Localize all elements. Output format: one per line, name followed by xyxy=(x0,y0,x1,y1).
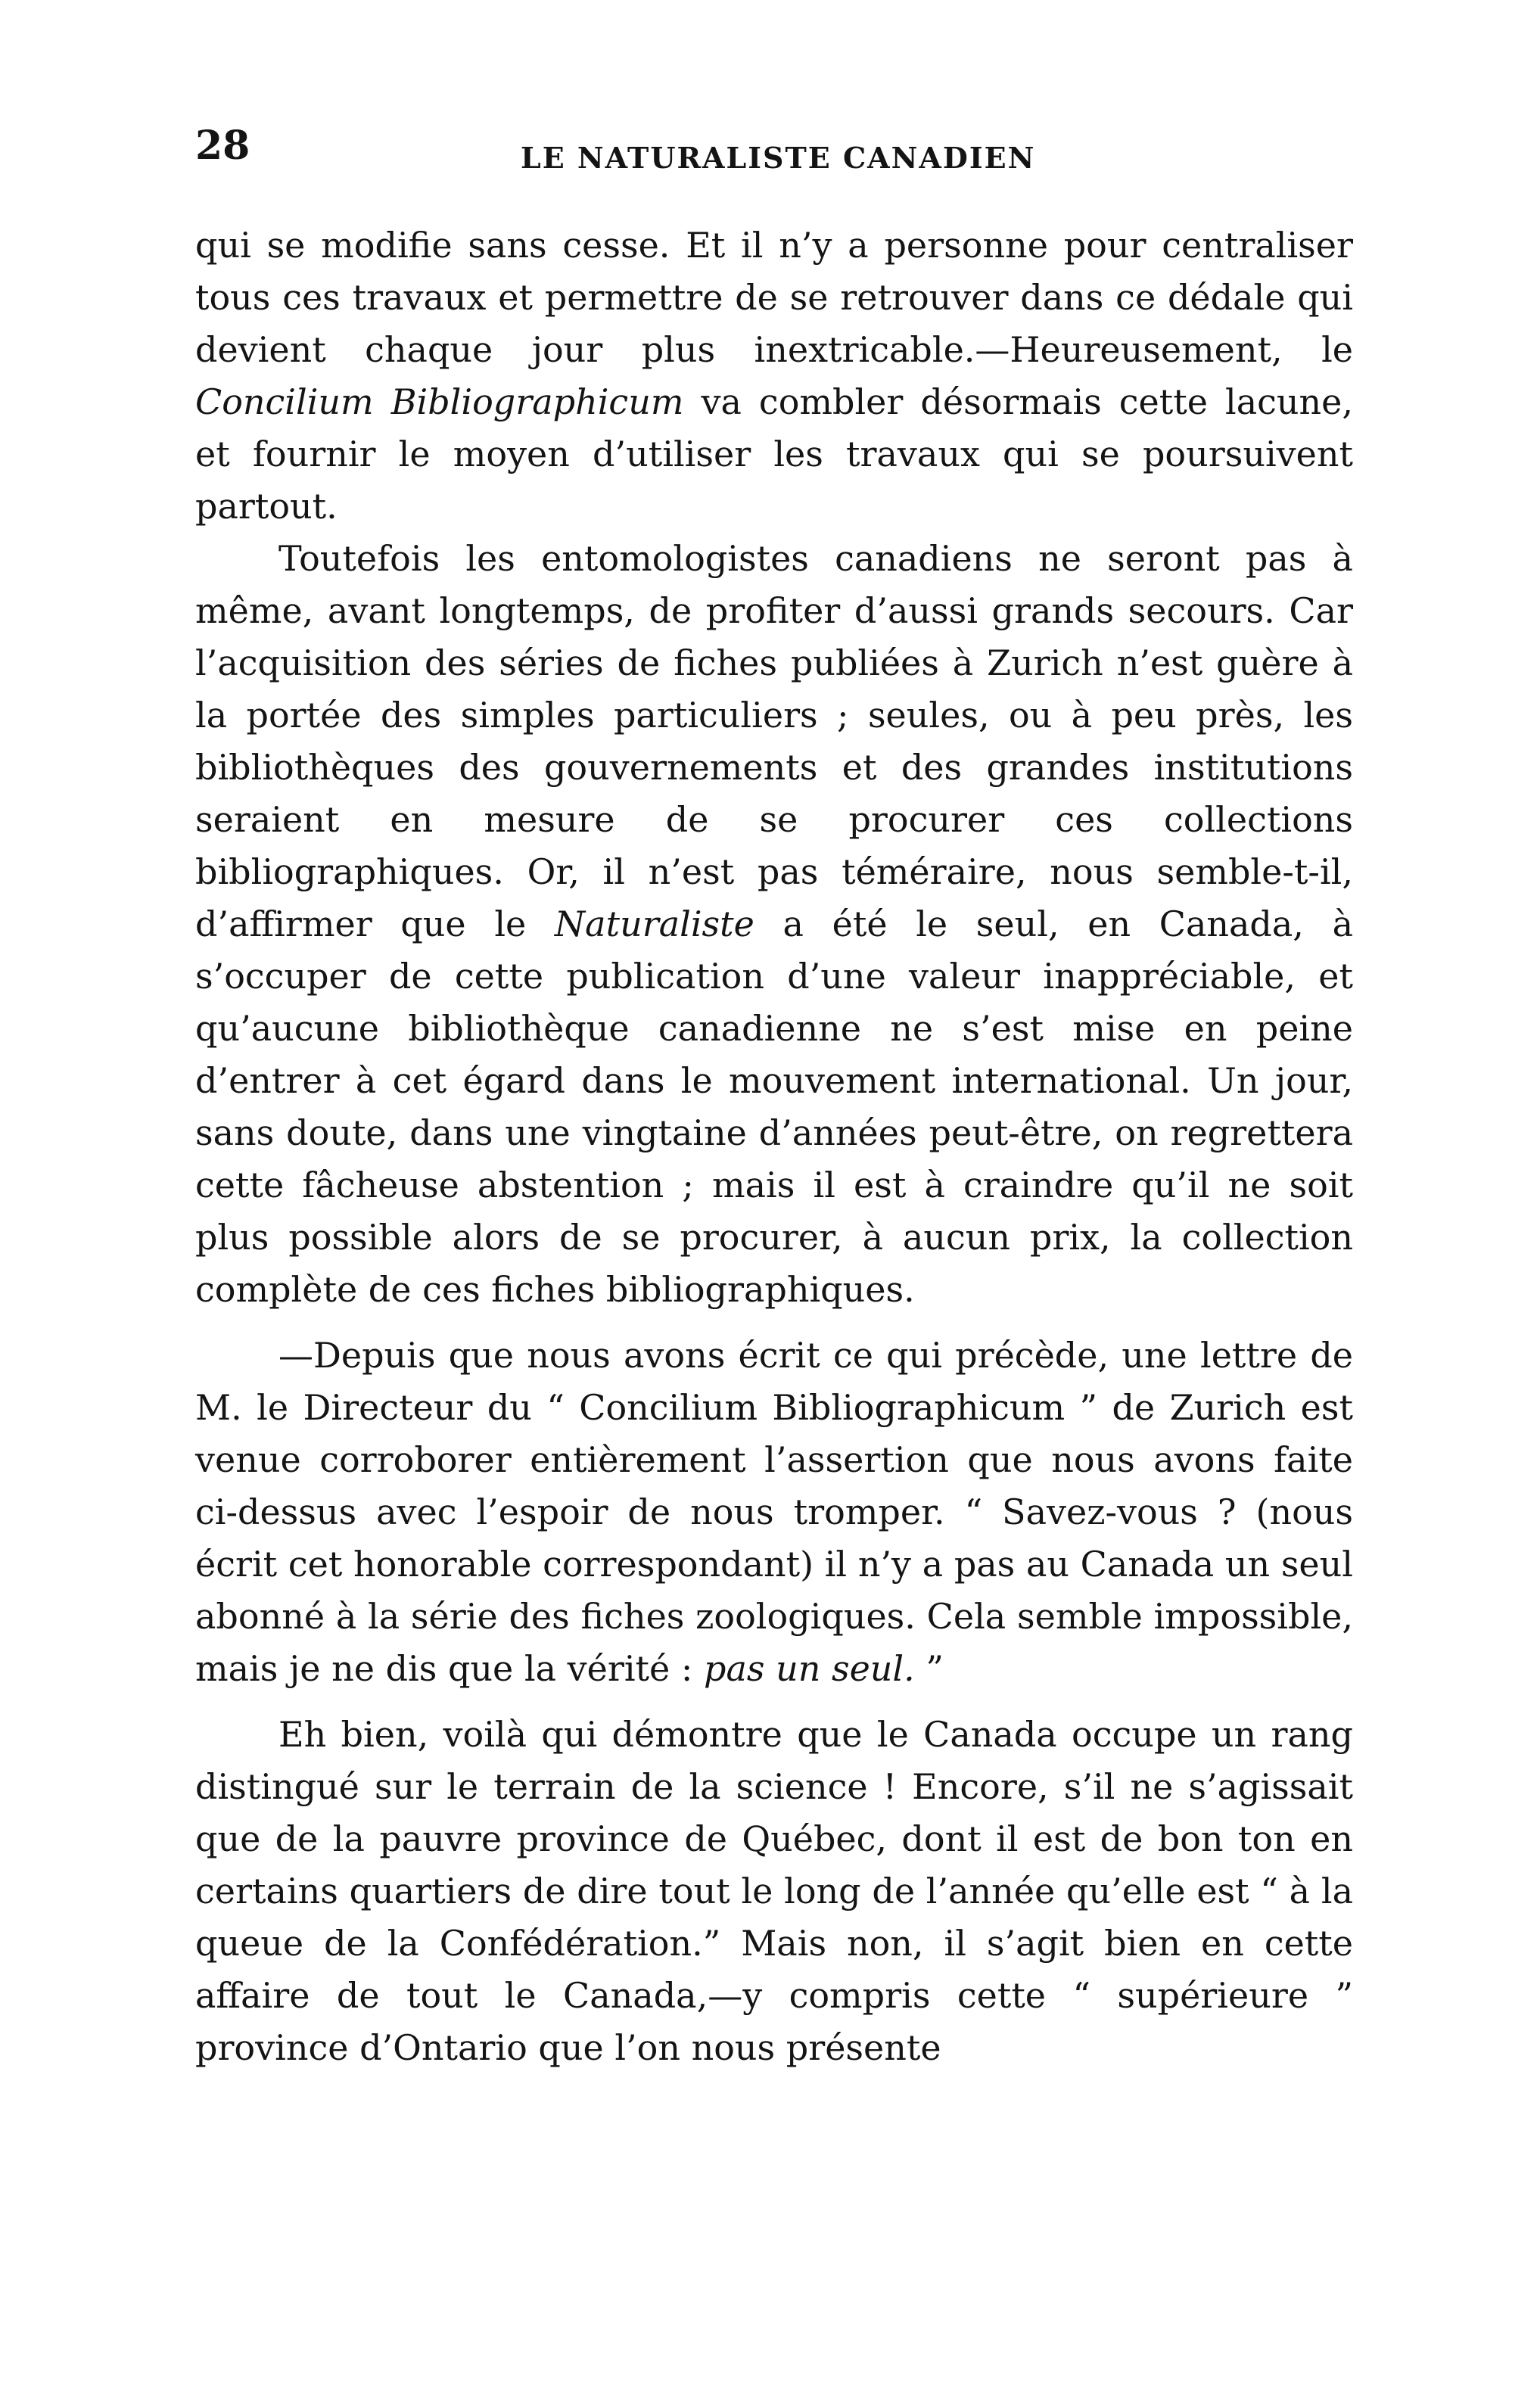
paragraph-2-italic: Naturaliste xyxy=(554,904,754,944)
paragraph-2-text-b: a été le seul, en Canada, à s’occuper de cette publication d’une valeur inappréciable, et qu’aucune bibliothèque canadienne ne s’est mise en peine d’entrer à cet égard dans le mouvement international. Un jour, sans doute, dans une vingtaine d’années peut-être, on regrettera cette fâcheuse abstention ; mais il est à craindre qu’il ne soit plus possible alors de se procurer, à aucun prix, la collection complète de ces fiches bibliographiques. xyxy=(195,904,1353,1310)
page-header xyxy=(195,106,1353,182)
paragraph-3-italic: pas un seul. xyxy=(704,1648,915,1689)
paragraph-1 xyxy=(195,219,1353,533)
paragraph-3-text-b: ” xyxy=(914,1648,944,1689)
paragraph-1-italic: Concilium Bibliographicum xyxy=(195,381,684,422)
body-text xyxy=(195,219,1353,2074)
paragraph-3-text-a: —Depuis que nous avons écrit ce qui précède, une lettre de M. le Directeur du “ Concilium Bibliographicum ” de Zurich est venue corroborer entièrement l’assertion que nous avons faite ci-dessus avec l’espoir de nous tromper. “ Savez-vous ? (nous écrit cet honorable correspondant) il n’y a pas au Canada un seul abonné à la série des fiches zoologiques. Cela semble impossible, mais je ne dis que la vérité : xyxy=(195,1335,1353,1689)
paragraph-2-text-a: Toutefois les entomologistes canadiens ne seront pas à même, avant longtemps, de profiter d’aussi grands secours. Car l’acquisition des séries de fiches publiées à Zurich n’est guère à la portée des simples particuliers ; seules, ou à peu près, les bibliothèques des gouvernements et des grandes institutions seraient en mesure de se procurer ces collections bibliographiques. Or, il n’est pas téméraire, nous semble-t-il, d’affirmer que le xyxy=(195,538,1353,944)
paragraph-1-text-b: va combler désormais cette lacune, et fournir le moyen d’utiliser les travaux qui se poursuivent partout. xyxy=(195,381,1353,527)
paragraph-1-text-a: qui se modifie sans cesse. Et il n’y a personne pour centraliser tous ces travaux et permettre de se retrouver dans ce dédale qui devient chaque jour plus inextricable.—Heureusement, le xyxy=(195,225,1353,370)
page-number: 28 xyxy=(195,123,250,169)
paragraph-3 xyxy=(195,1330,1353,1695)
paragraph-4-text-a: Eh bien, voilà qui démontre que le Canada occupe un rang distingué sur le terrain de la science ! Encore, s’il ne s’agissait que de la pauvre province de Québec, dont il est de bon ton en certains quartiers de dire tout le long de l’année qu’elle est “ à la queue de la Confédération.” Mais non, il s’agit bien en cette affaire de tout le Canada,—y compris cette “ supérieure ” province d’Ontario que l’on nous présente xyxy=(195,1714,1353,2068)
paragraph-4 xyxy=(195,1709,1353,2074)
running-title: LE NATURALISTE CANADIEN xyxy=(521,141,1036,175)
paragraph-2 xyxy=(195,533,1353,1316)
book-page xyxy=(195,106,1353,2300)
